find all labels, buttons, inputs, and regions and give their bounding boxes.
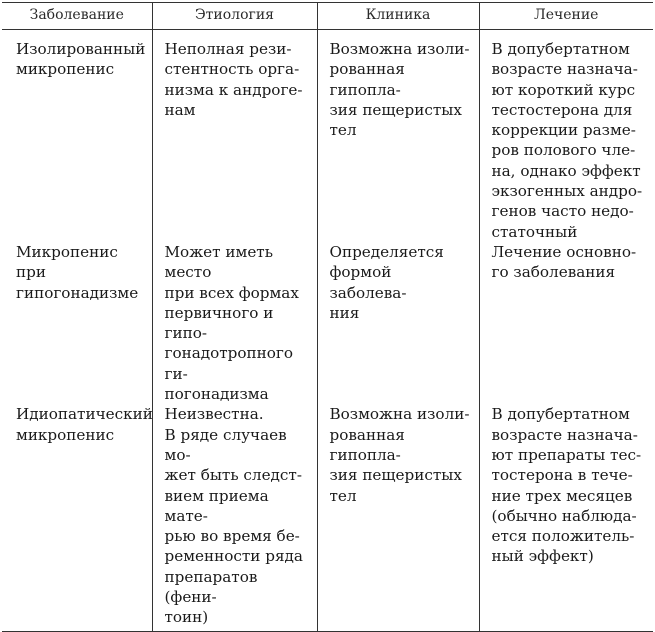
table-header — [2, 3, 653, 30]
table-row — [2, 242, 653, 404]
cell-treatment: В допубертатном возрасте назнача- ют препараты тес- тостерона в тече- ние трех месяцев (обычно наблюда- ется положитель- ный эффект) — [479, 404, 653, 631]
table-body — [2, 30, 653, 632]
header-disease: Заболевание — [2, 3, 152, 30]
header-clinic: Клиника — [317, 3, 479, 30]
cell-etiology: Неизвестна. В ряде случаев мо- жет быть следст- вием приема мате- рью во время бе- ременности ряда препаратов (фени- тоин) — [152, 404, 317, 631]
header-etiology: Этиология — [152, 3, 317, 30]
cell-clinic: Возможна изоли- рованная гипопла- зия пещеристых тел — [317, 30, 479, 242]
cell-clinic: Определяется формой заболева- ния — [317, 242, 479, 404]
cell-treatment: Лечение основно- го заболевания — [479, 242, 653, 404]
header-treatment: Лечение — [479, 3, 653, 30]
cell-treatment: В допубертатном возрасте назнача- ют короткий курс тестостерона для коррекции разме- ров полового чле- на, однако эффект экзогенных андро- генов часто недо- статочный — [479, 30, 653, 242]
medical-table — [2, 2, 653, 632]
cell-disease: Идиопатический микропенис — [2, 404, 152, 631]
cell-clinic: Возможна изоли- рованная гипопла- зия пещеристых тел — [317, 404, 479, 631]
cell-etiology: Может иметь место при всех формах первичного и гипо- гонадотропного ги- погонадизма — [152, 242, 317, 404]
cell-etiology: Неполная рези- стентность орга- низма к андроге- нам — [152, 30, 317, 242]
table-row — [2, 30, 653, 242]
table-row — [2, 404, 653, 631]
cell-disease: Изолированный микропенис — [16, 40, 146, 79]
header-row — [2, 3, 653, 30]
cell-disease: Микропенис при гипогонадизме — [16, 242, 139, 302]
